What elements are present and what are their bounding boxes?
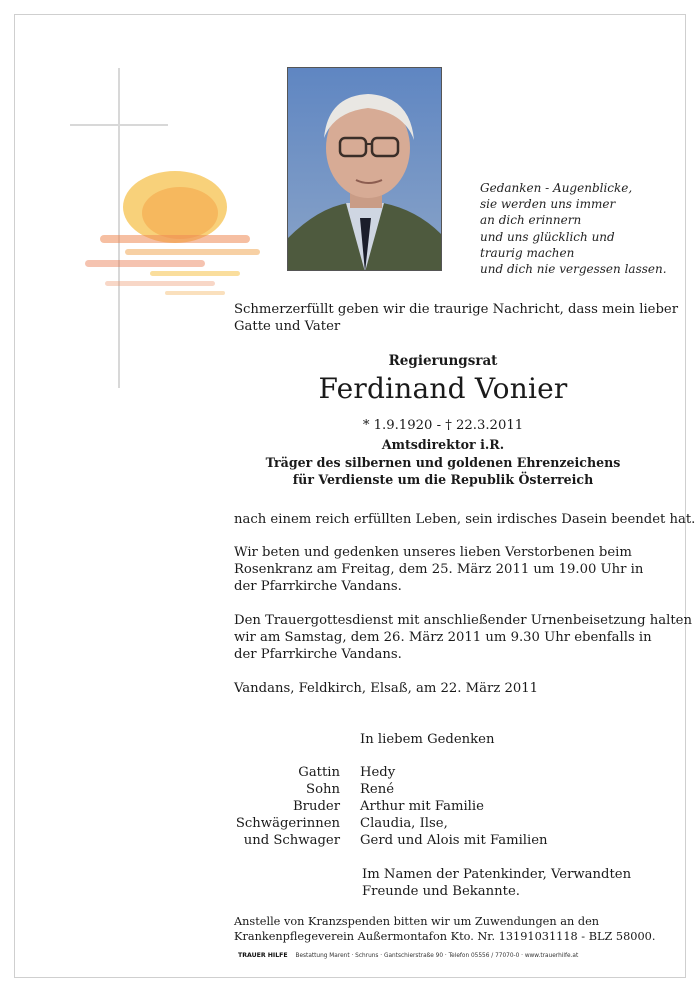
relative-names: Arthur mit Familie: [360, 799, 484, 814]
funeral-line: Den Trauergottesdienst mit anschließender Urnenbeisetzung halten: [234, 613, 692, 628]
funeral-text: [234, 612, 692, 663]
relative-role: Bruder: [292, 799, 340, 814]
cross-horizontal-bar: [70, 124, 168, 126]
sunset-watercolor-icon: [70, 165, 280, 310]
rosary-line: der Pfarrkirche Vandans.: [234, 579, 402, 594]
life-line: nach einem reich erfüllten Leben, sein irdisches Dasein beendet hat.: [234, 512, 696, 527]
relative-role: und Schwager: [243, 833, 340, 848]
relatives-roles: [234, 764, 340, 849]
donation-text: [234, 914, 655, 944]
intro-line: Gatte und Vater: [234, 319, 341, 334]
godchildren-line: Freunde und Bekannte.: [362, 884, 520, 899]
poem-line: traurig machen: [480, 245, 575, 260]
rosary-line: Wir beten und gedenken unseres lieben Verstorbenen beim: [234, 545, 632, 560]
godchildren-line: Im Namen der Patenkinder, Verwandten: [362, 867, 632, 882]
rosary-text: [234, 544, 643, 595]
title-line: Träger des silbernen und goldenen Ehrenzeichens: [265, 454, 621, 470]
relatives-names: [360, 764, 548, 849]
poem-line: und uns glücklich und: [480, 229, 615, 244]
funeral-line: der Pfarrkirche Vandans.: [234, 647, 402, 662]
intro-text: [234, 301, 678, 335]
relative-names: Gerd und Alois mit Familien: [360, 833, 548, 848]
footer: [238, 952, 578, 959]
poem-line: und dich nie vergessen lassen.: [480, 262, 667, 277]
title-line: für Verdienste um die Republik Österreich: [292, 472, 594, 487]
poem: [480, 180, 667, 277]
deceased-name: Ferdinand Vonier: [318, 372, 568, 405]
poem-line: Gedanken - Augenblicke,: [480, 181, 633, 195]
funeral-line: wir am Samstag, dem 26. März 2011 um 9.30 Uhr ebenfalls in: [234, 630, 652, 645]
relative-names: Claudia, Ilse,: [360, 816, 448, 831]
portrait-person-icon: [288, 68, 442, 271]
life-dates: * 1.9.1920 - † 22.3.2011: [362, 418, 524, 433]
footer-brand: TRAUER HILFE: [238, 952, 288, 959]
honorific-title: Regierungsrat: [388, 353, 498, 369]
footer-info: Bestattung Marent · Schruns · Gantschierstraße 90 · Telefon 05556 / 77070-0 · www.trauerhilfe.at: [295, 953, 579, 959]
portrait-photo: [287, 67, 442, 271]
poem-line: an dich erinnern: [480, 213, 582, 228]
intro-line: Schmerzerfüllt geben wir die traurige Nachricht, dass mein lieber: [234, 302, 679, 317]
donation-line: Krankenpflegeverein Außermontafon Kto. Nr. 13191031118 - BLZ 58000.: [234, 930, 656, 943]
godchildren-text: [362, 866, 631, 900]
donation-line: Anstelle von Kranzspenden bitten wir um Zuwendungen an den: [234, 915, 600, 928]
poem-line: sie werden uns immer: [480, 197, 616, 212]
relative-names: Hedy: [360, 765, 396, 780]
relative-role: Schwägerinnen: [235, 816, 340, 831]
titles-block: [234, 436, 652, 489]
relative-names: René: [360, 782, 395, 797]
relative-role: Sohn: [306, 782, 340, 797]
title-line: Amtsdirektor i.R.: [381, 437, 505, 452]
in-memory-heading: In liebem Gedenken: [360, 732, 495, 747]
relative-role: Gattin: [298, 765, 340, 780]
place-date: Vandans, Feldkirch, Elsaß, am 22. März 2011: [234, 681, 539, 696]
rosary-line: Rosenkranz am Freitag, dem 25. März 2011 um 19.00 Uhr in: [234, 562, 644, 577]
